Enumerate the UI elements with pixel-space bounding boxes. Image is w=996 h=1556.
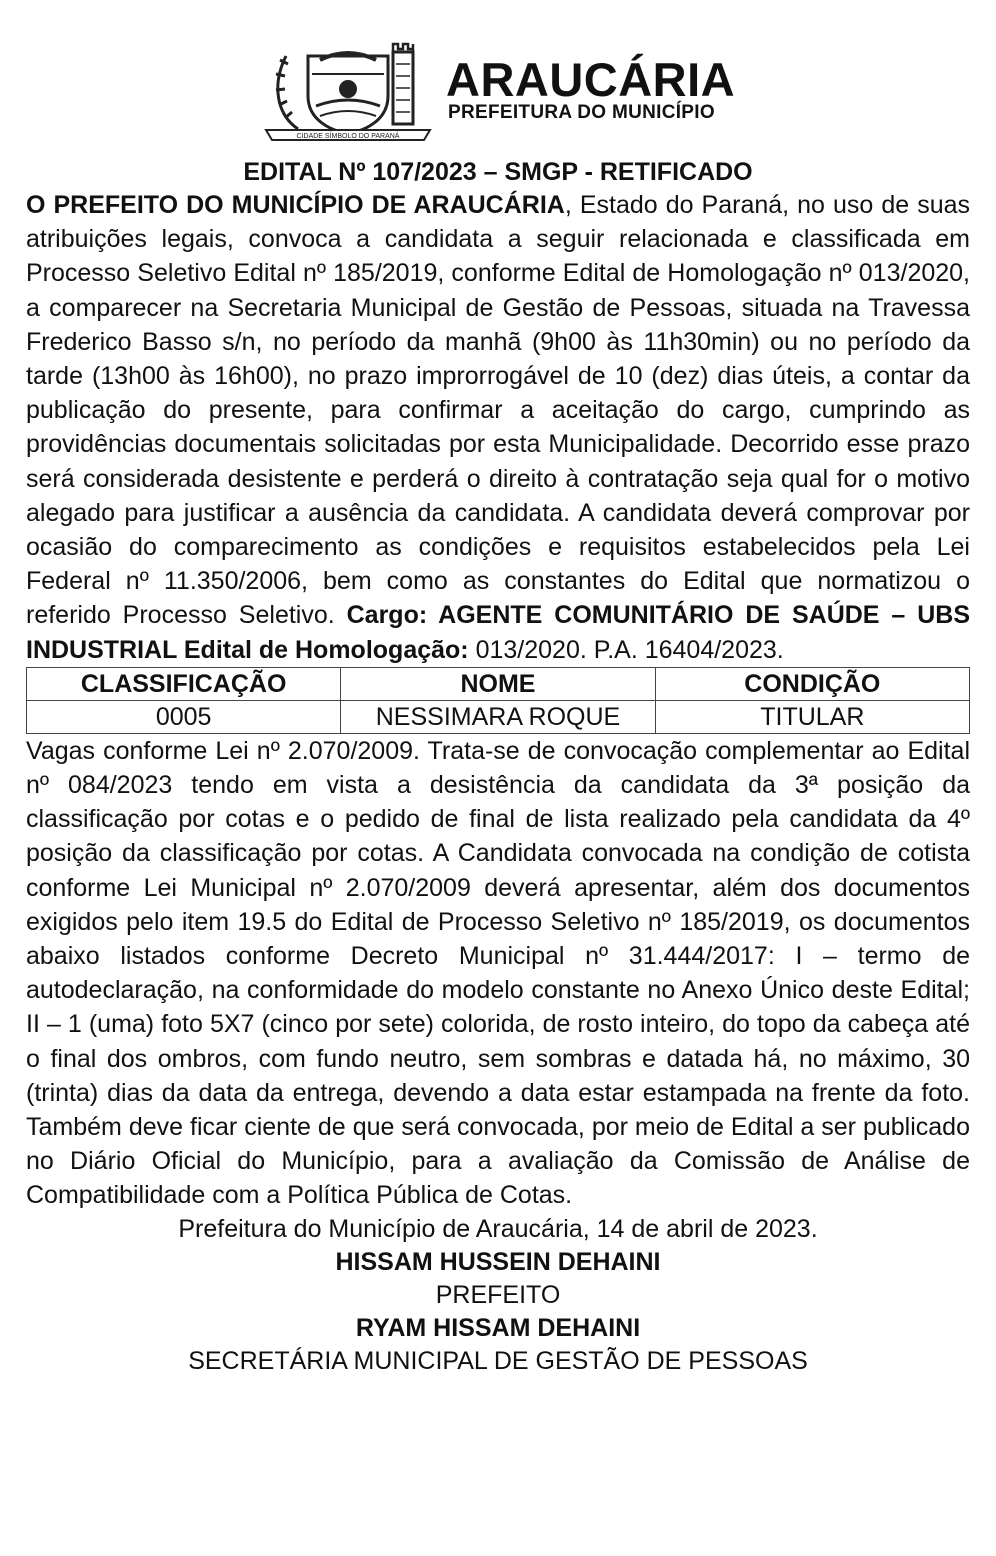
col-header-classificacao: CLASSIFICAÇÃO (27, 667, 341, 700)
intro-text: , Estado do Paraná, no uso de suas atribuições legais, convoca a candidata a seguir relacionada e classificada em Processo Seletivo Edital nº 185/2019, conforme Edital de Homologação nº 013/2020, a comparecer na Secretaria Municipal de Gestão de Pessoas, situada na Travessa Frederico Basso s/n, no período da manhã (9h00 às 11h30min) ou no período da tarde (13h00 às 16h00), no prazo improrrogável de 10 (dez) dias úteis, a contar da publicação do presente, para confirmar a aceitação do cargo, cumprindo as providências documentais solicitadas por esta Municipalidade. Decorrido esse prazo será considerada desistente e perderá o direito à contratação seja qual for o motivo alegado para justificar a ausência da candidata. A candidata deverá comprovar por ocasião do comparecimento as condições e requisitos estabelecidos pela Lei Federal nº 11.350/2006, bem como as constantes do Edital que normatizou o referido Processo Seletivo. (26, 191, 970, 630)
col-header-nome: NOME (341, 667, 655, 700)
intro-bold: O PREFEITO DO MUNICÍPIO DE ARAUCÁRIA (26, 191, 565, 219)
edital-title: EDITAL Nº 107/2023 – SMGP - RETIFICADO (243, 158, 753, 186)
letterhead (26, 0, 970, 148)
signature-role-secretary: SECRETÁRIA MUNICIPAL DE GESTÃO DE PESSOAS (188, 1346, 808, 1375)
cargo-text: 013/2020. P.A. 16404/2023. (468, 635, 784, 664)
brand-subtitle: PREFEITURA DO MUNICÍPIO (448, 102, 715, 123)
cell-condicao: TITULAR (655, 700, 969, 733)
brand-name: ARAUCÁRIA (446, 53, 736, 106)
signature-name-secretary: RYAM HISSAM DEHAINI (355, 1313, 641, 1342)
crest-ribbon-text: CIDADE SÍMBOLO DO PARANÁ (296, 133, 400, 140)
municipal-crest-logo (258, 34, 438, 144)
cell-classificacao: 0005 (27, 700, 341, 733)
cell-nome: NESSIMARA ROQUE (341, 700, 655, 733)
cargo-bold: Cargo: AGENTE COMUNITÁRIO DE SAÚDE – UBS INDUSTRIAL Edital de Homologação: (26, 601, 971, 664)
intro-paragraph (26, 188, 970, 667)
candidate-table (26, 667, 970, 734)
table-row (27, 700, 970, 733)
signature-name-mayor: HISSAM HUSSEIN DEHAINI (335, 1247, 661, 1276)
date-line: Prefeitura do Município de Araucária, 14 de abril de 2023. (178, 1214, 818, 1243)
signature-role-mayor: PREFEITO (435, 1280, 561, 1309)
brand-block (446, 53, 736, 124)
col-header-condicao: CONDIÇÃO (655, 667, 969, 700)
closing-paragraph: Vagas conforme Lei nº 2.070/2009. Trata-se de convocação complementar ao Edital nº 084/2023 tendo em vista a desistência da candidata da 3ª posição da classificação por cotas e o pedido de final de lista realizado pela candidata da 4º posição da classificação por cotas. A Candidata convocada na condição de cotista conforme Lei Municipal nº 2.070/2009 deverá apresentar, além dos documentos exigidos pelo item 19.5 do Edital de Processo Seletivo nº 185/2019, os documentos abaixo listados conforme Decreto Municipal nº 31.444/2017: I – termo de autodeclaração, na conformidade do modelo constante no Anexo Único deste Edital; II – 1 (uma) foto 5X7 (cinco por sete) colorida, de rosto inteiro, do topo da cabeça até o final dos ombros, com fundo neutro, sem sombras e datada há, no máximo, 30 (trinta) dias da data da entrega, devendo a data estar estampada na frente da foto. Também deve ficar ciente de que será convocada, por meio de Edital a ser publicado no Diário Oficial do Município, para a avaliação da Comissão de Análise de Compatibilidade com a Política Pública de Cotas. (26, 736, 970, 1210)
table-header-row (27, 667, 970, 700)
